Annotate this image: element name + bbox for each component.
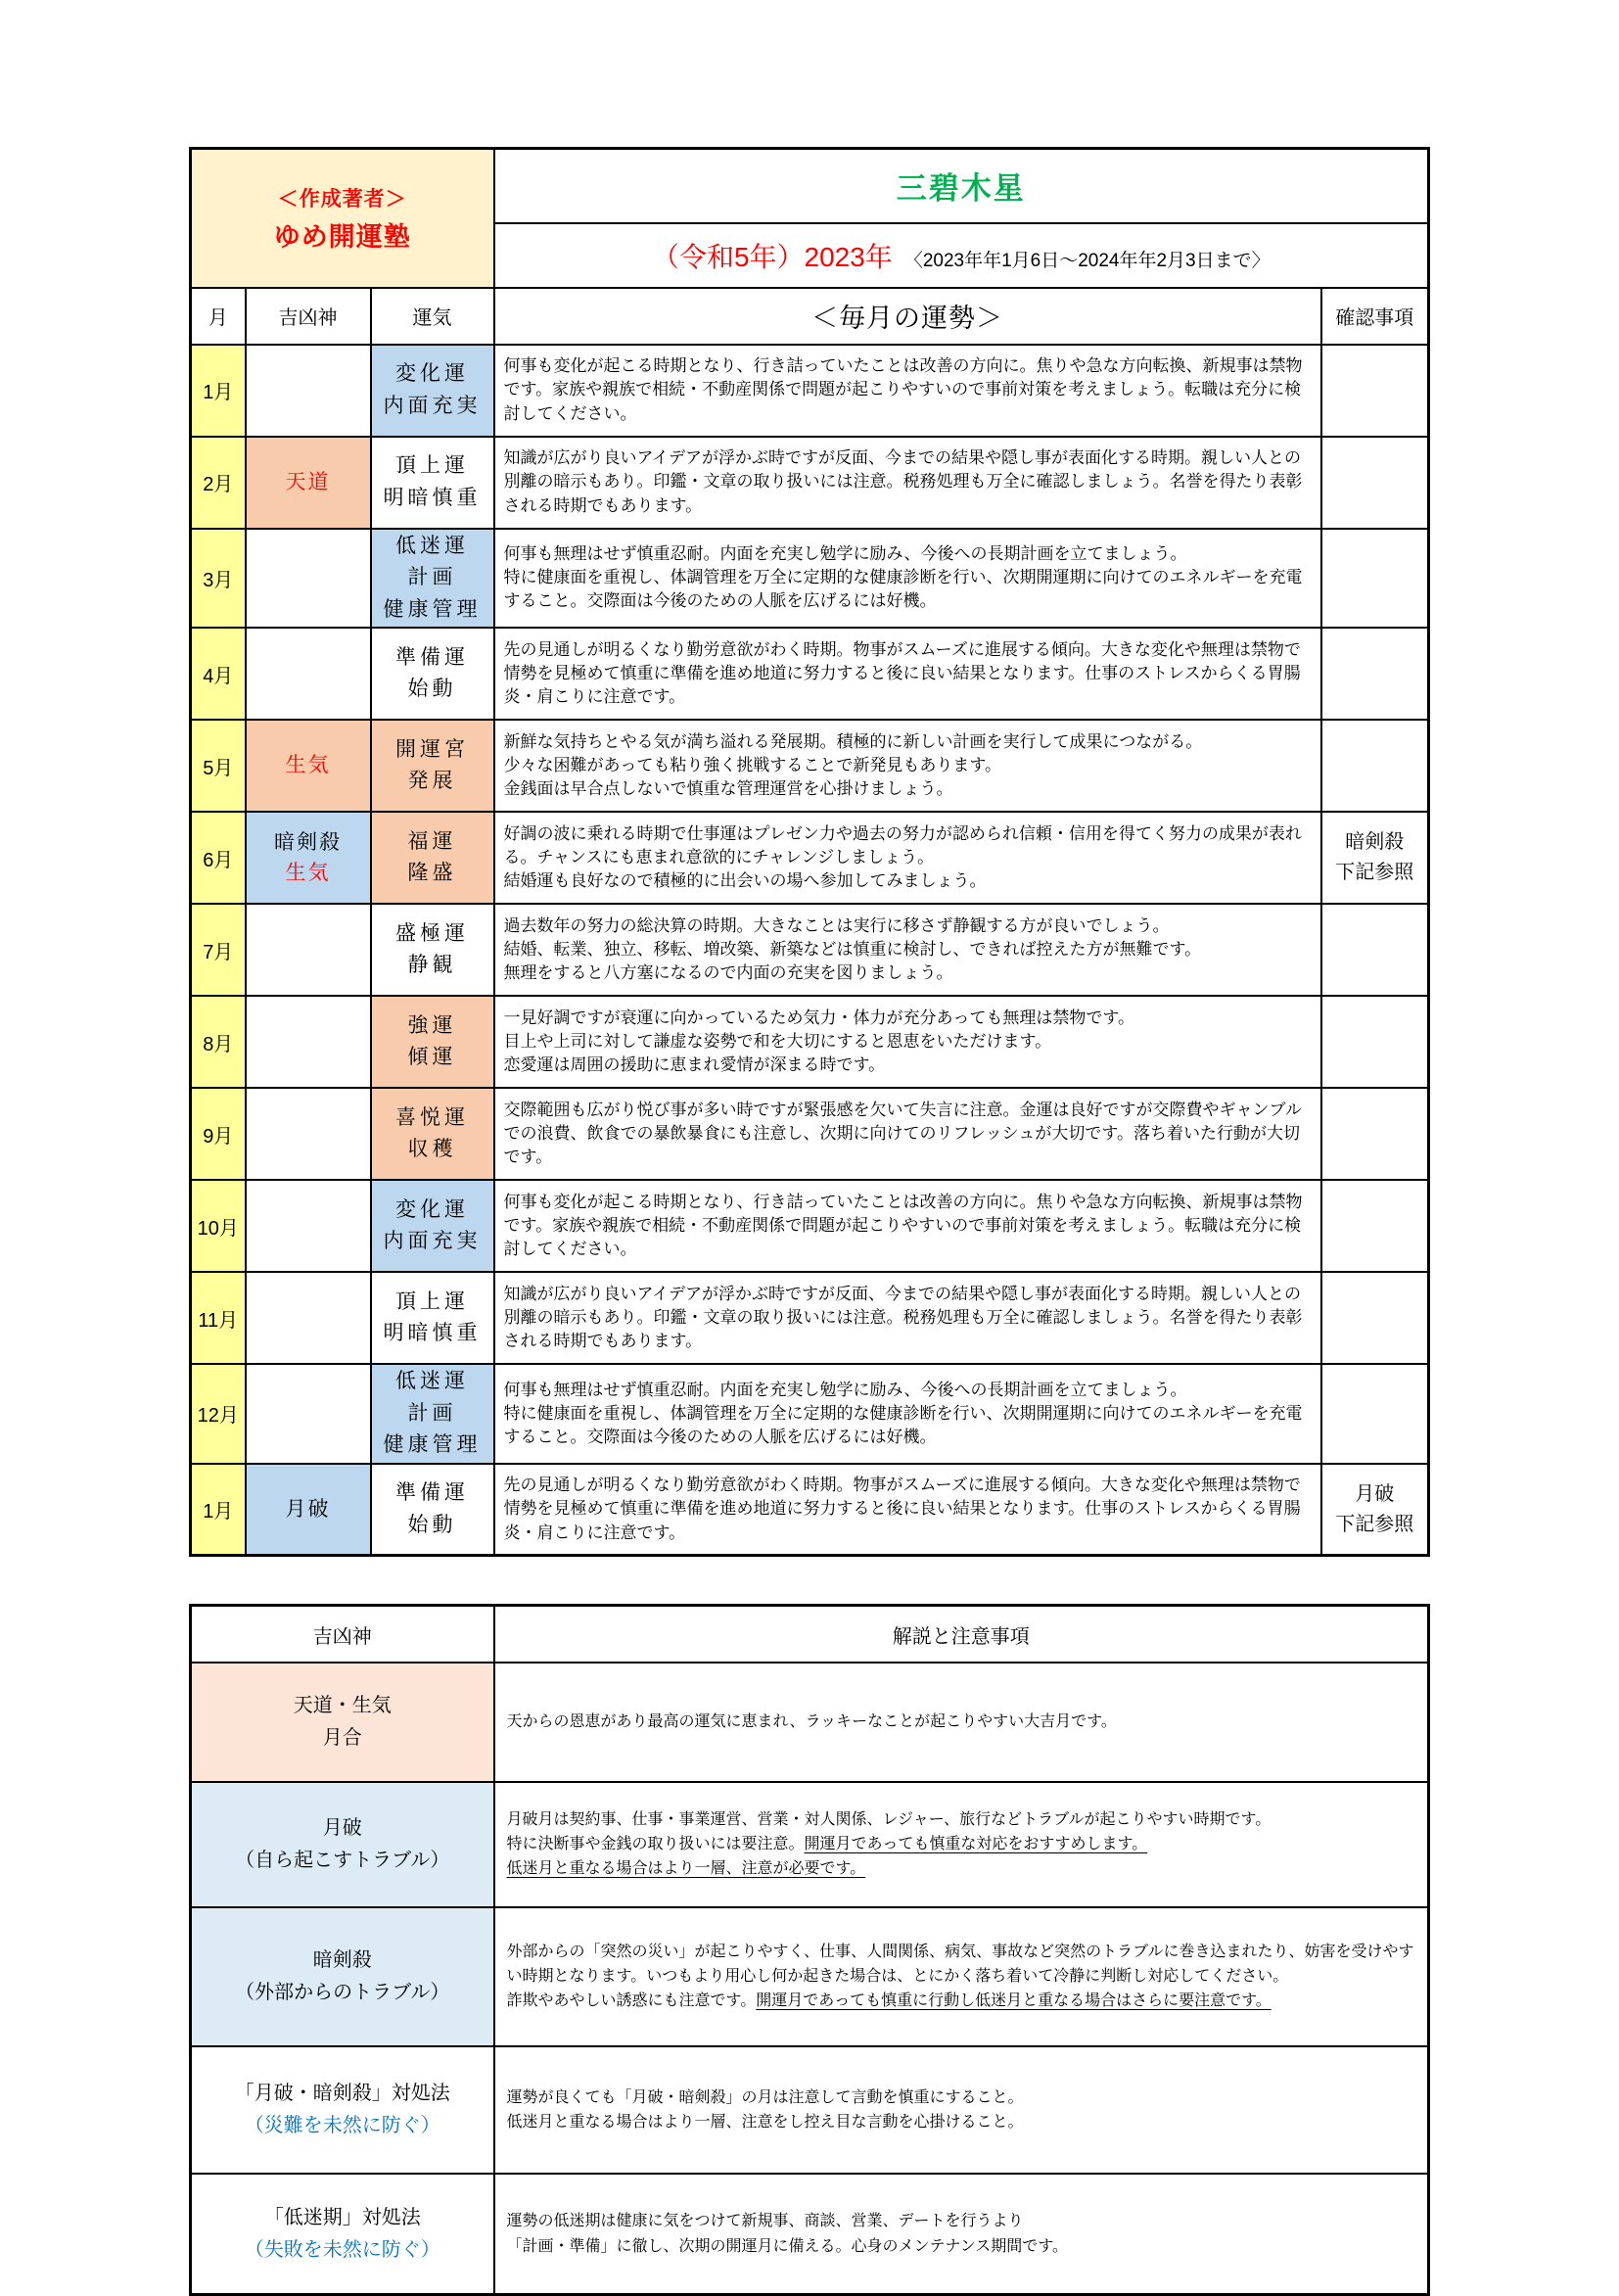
luck-name: 準備運 bbox=[395, 1480, 470, 1504]
luck-cell bbox=[371, 904, 494, 996]
god-cell bbox=[246, 437, 371, 529]
fortune-paragraph: 無理をすると八方塞になるので内面の充実を図りましょう。 bbox=[503, 963, 953, 983]
col-header-check: 確認事項 bbox=[1321, 288, 1429, 345]
notes-body bbox=[191, 1663, 1429, 2295]
month-cell: 5月 bbox=[191, 720, 246, 812]
check-cell bbox=[1321, 1272, 1429, 1364]
fortune-cell bbox=[494, 904, 1321, 996]
god-cell bbox=[246, 812, 371, 904]
month-row bbox=[191, 628, 1429, 720]
fortune-paragraph: 知識が広がり良いアイデアが浮かぶ時ですが反面、今までの結果や隠し事が表面化する時期。親しい人との別離の暗示もあり。印鑑・文章の取り扱いには注意。税務処理も万全に確認しましょう。名誉を得たり表彰される時期でもあります。 bbox=[503, 1284, 1303, 1351]
luck-name: 変化運 bbox=[395, 361, 470, 385]
luck-name: 変化運 bbox=[395, 1197, 470, 1221]
god-name: 月破 bbox=[285, 1497, 331, 1521]
luck-cell bbox=[371, 1088, 494, 1180]
fortune-paragraph: 何事も変化が起こる時期となり、行き詰っていたことは改善の方向に。焦りや急な方向転換、新規事は禁物です。家族や親族で相続・不動産関係で問題が起こりやすいので事前対策を考えましょう。転職は充分に検討してください。 bbox=[503, 356, 1303, 423]
luck-cell bbox=[371, 720, 494, 812]
notes-god-name: （失敗を未然に防ぐ） bbox=[244, 2238, 440, 2261]
notes-god-name: 「月破・暗剣殺」対処法 bbox=[234, 2082, 450, 2104]
fortune-paragraph: 交際範囲も広がり悦び事が多い時ですが緊張感を欠いて失言に注意。金運は良好ですが交際費やギャンブルでの浪費、飲食での暴飲暴食にも注意し、次期に向けてのリフレッシュが大切です。落ち着いた行動が大切です。 bbox=[503, 1100, 1302, 1167]
fortune-cell bbox=[494, 628, 1321, 720]
god-cell bbox=[246, 628, 371, 720]
month-cell: 8月 bbox=[191, 996, 246, 1088]
check-cell bbox=[1321, 1364, 1429, 1464]
luck-cell bbox=[371, 1180, 494, 1272]
fortune-paragraph: 目上や上司に対して謙虚な姿勢で和を大切にすると恩恵をいただけます。 bbox=[503, 1032, 1052, 1052]
luck-name: 傾運 bbox=[407, 1046, 457, 1069]
luck-name: 収穫 bbox=[407, 1138, 457, 1161]
fortune-paragraph: 何事も無理はせず慎重忍耐。内面を充実し勉学に励み、今後への長期計画を立てましょう。 bbox=[503, 544, 1187, 564]
luck-cell bbox=[371, 437, 494, 529]
luck-cell bbox=[371, 529, 494, 629]
notes-god-cell bbox=[191, 1663, 494, 1782]
month-cell: 9月 bbox=[191, 1088, 246, 1180]
fortune-cell bbox=[494, 996, 1321, 1088]
fortune-paragraph: 特に健康面を重視し、体調管理を万全に定期的な健康診断を行い、次期開運期に向けてのエネルギーを充電すること。交際面は今後のための人脈を広げるには好機。 bbox=[503, 568, 1303, 611]
months-body bbox=[191, 345, 1429, 1556]
month-row bbox=[191, 720, 1429, 812]
month-row bbox=[191, 1364, 1429, 1464]
fortune-cell bbox=[494, 1088, 1321, 1180]
month-cell: 1月 bbox=[191, 345, 246, 437]
check-note: 暗剣殺 bbox=[1345, 831, 1405, 854]
col-header-month: 月 bbox=[191, 288, 246, 345]
notes-god-cell bbox=[191, 2174, 494, 2295]
luck-name: 内面充実 bbox=[383, 1230, 482, 1253]
notes-desc-segment: 開運月であっても慎重に行動し低迷月と重なる場合はさらに要注意です。 bbox=[756, 1992, 1272, 2010]
month-row bbox=[191, 1464, 1429, 1556]
notes-desc-cell bbox=[494, 1907, 1429, 2046]
notes-row bbox=[191, 2174, 1429, 2295]
notes-desc-cell bbox=[494, 2174, 1429, 2295]
year-label: （令和5年）2023年 bbox=[651, 241, 893, 272]
luck-name: 強運 bbox=[407, 1013, 457, 1037]
check-cell bbox=[1321, 529, 1429, 629]
notes-header-god: 吉凶神 bbox=[191, 1606, 494, 1663]
luck-name: 頂上運 bbox=[395, 453, 470, 477]
luck-name: 静観 bbox=[407, 954, 457, 977]
notes-desc-segment: 運勢が良くても「月破・暗剣殺」の月は注意して言動を慎重にすること。 bbox=[506, 2088, 1024, 2106]
fortune-paragraph: 金銭面は早合点しないで慎重な管理運営を心掛けましょう。 bbox=[503, 779, 953, 799]
notes-desc-segment: 天からの恩恵があり最高の運気に恵まれ、ラッキーなことが起こりやすい大吉月です。 bbox=[506, 1713, 1117, 1731]
check-cell bbox=[1321, 1180, 1429, 1272]
god-cell bbox=[246, 996, 371, 1088]
notes-god-cell bbox=[191, 1782, 494, 1907]
check-cell bbox=[1321, 904, 1429, 996]
month-cell: 1月 bbox=[191, 1464, 246, 1556]
check-note: 下記参照 bbox=[1335, 1513, 1414, 1535]
notes-header-row bbox=[191, 1606, 1429, 1663]
fortune-cell bbox=[494, 1180, 1321, 1272]
god-name: 天道 bbox=[285, 470, 331, 493]
check-cell bbox=[1321, 628, 1429, 720]
luck-name: 頂上運 bbox=[395, 1289, 470, 1313]
fortune-cell bbox=[494, 1464, 1321, 1556]
fortune-cell bbox=[494, 437, 1321, 529]
star-title: 三碧木星 bbox=[494, 149, 1429, 223]
luck-name: 福運 bbox=[407, 829, 457, 853]
col-header-luck: 運気 bbox=[371, 288, 494, 345]
month-row bbox=[191, 812, 1429, 904]
notes-desc-segment: 外部からの「突然の災い」が起こりやすく、仕事、人間関係、病気、事故など突然のトラブルに巻き込まれたり、妨害を受けやすい時期となります。いつもより用心し何か起きた場合は、とにかく落ち着いて冷静に判断し対応してください。 bbox=[506, 1943, 1414, 1986]
luck-cell bbox=[371, 996, 494, 1088]
notes-desc-line bbox=[507, 1989, 1416, 2013]
fortune-paragraph: 新鮮な気持ちとやる気が満ち溢れる発展期。積極的に新しい計画を実行して成果につながる。 bbox=[503, 731, 1203, 751]
god-cell bbox=[246, 1272, 371, 1364]
column-header-row bbox=[191, 288, 1429, 345]
month-cell: 3月 bbox=[191, 529, 246, 629]
notes-desc-cell bbox=[494, 2046, 1429, 2174]
notes-desc-segment: 詐欺やあやしい誘惑にも注意です。 bbox=[506, 1992, 757, 2010]
fortune-paragraph: 特に健康面を重視し、体調管理を万全に定期的な健康診断を行い、次期開運期に向けてのエネルギーを充電すること。交際面は今後のための人脈を広げるには好機。 bbox=[503, 1403, 1303, 1447]
luck-name: 準備運 bbox=[395, 645, 470, 669]
check-cell bbox=[1321, 996, 1429, 1088]
title-row bbox=[191, 149, 1429, 223]
notes-desc-cell bbox=[494, 1663, 1429, 1782]
luck-cell bbox=[371, 1464, 494, 1556]
luck-name: 低迷運 bbox=[395, 534, 470, 557]
notes-desc-line bbox=[507, 2209, 1416, 2233]
luck-name: 計画 bbox=[407, 566, 457, 589]
notes-desc-line bbox=[507, 1856, 1416, 1881]
notes-desc-segment: 「計画・準備」に徹し、次期の開運月に備える。心身のメンテナンス期間です。 bbox=[506, 2237, 1068, 2255]
luck-name: 健康管理 bbox=[383, 1433, 482, 1457]
notes-desc-segment: 特に決断事や金銭の取り扱いには要注意。 bbox=[506, 1836, 805, 1853]
fortune-cell bbox=[494, 345, 1321, 437]
month-cell: 11月 bbox=[191, 1272, 246, 1364]
god-name: 生気 bbox=[285, 754, 331, 777]
notes-god-cell bbox=[191, 2046, 494, 2174]
fortune-paragraph: 何事も無理はせず慎重忍耐。内面を充実し勉学に励み、今後への長期計画を立てましょう。 bbox=[503, 1380, 1187, 1399]
notes-god-name: 月合 bbox=[322, 1726, 362, 1749]
check-cell bbox=[1321, 1464, 1429, 1556]
notes-god-name: 天道・生気 bbox=[293, 1694, 392, 1716]
luck-name: 始動 bbox=[407, 678, 457, 701]
month-row bbox=[191, 529, 1429, 629]
notes-desc-line bbox=[507, 1710, 1416, 1734]
luck-name: 隆盛 bbox=[407, 862, 457, 885]
luck-cell bbox=[371, 812, 494, 904]
month-cell: 6月 bbox=[191, 812, 246, 904]
god-name: 生気 bbox=[285, 862, 331, 885]
god-cell bbox=[246, 904, 371, 996]
author-box bbox=[191, 149, 494, 288]
check-note: 月破 bbox=[1355, 1482, 1395, 1505]
notes-desc-line bbox=[507, 2085, 1416, 2110]
notes-desc-line bbox=[507, 1940, 1416, 1990]
fortune-paragraph: 知識が広がり良いアイデアが浮かぶ時ですが反面、今までの結果や隠し事が表面化する時期。親しい人との別離の暗示もあり。印鑑・文章の取り扱いには注意。税務処理も万全に確認しましょう。名誉を得たり表彰される時期でもあります。 bbox=[503, 448, 1303, 515]
fortune-paragraph: 好調の波に乗れる時期で仕事運はプレゼン力や過去の努力が認められ信頼・信用を得てく努力の成果が表れる。チャンスにも恵まれ意欲的にチャレンジしましょう。 bbox=[503, 823, 1302, 867]
god-cell bbox=[246, 345, 371, 437]
check-cell bbox=[1321, 1088, 1429, 1180]
month-row bbox=[191, 1272, 1429, 1364]
notes-desc-cell bbox=[494, 1782, 1429, 1907]
notes-god-name: （自ら起こすトラブル） bbox=[235, 1849, 450, 1871]
author-label: ＜作成著者＞ bbox=[277, 187, 407, 211]
notes-desc-line bbox=[507, 1832, 1416, 1856]
month-row bbox=[191, 1088, 1429, 1180]
month-row bbox=[191, 1180, 1429, 1272]
god-cell bbox=[246, 1464, 371, 1556]
check-note: 下記参照 bbox=[1335, 862, 1414, 884]
notes-row bbox=[191, 2046, 1429, 2174]
luck-cell bbox=[371, 1272, 494, 1364]
monthly-fortune-table bbox=[189, 147, 1430, 1557]
fortune-cell bbox=[494, 720, 1321, 812]
month-cell: 4月 bbox=[191, 628, 246, 720]
luck-name: 明暗慎重 bbox=[383, 486, 482, 509]
fortune-paragraph: 少々な困難があっても粘り強く挑戦することで新発見もあります。 bbox=[503, 756, 1001, 775]
fortune-paragraph: 恋愛運は周囲の援助に恵まれ愛情が深まる時です。 bbox=[503, 1055, 886, 1075]
period-box bbox=[494, 223, 1429, 288]
notes-god-name: （災難を未然に防ぐ） bbox=[244, 2114, 440, 2136]
check-cell bbox=[1321, 720, 1429, 812]
notes-god-name: 暗剣殺 bbox=[312, 1948, 372, 1971]
notes-desc-segment: 月破月は契約事、仕事・事業運営、営業・対人関係、レジャー、旅行などトラブルが起こりやすい時期です。 bbox=[506, 1810, 1272, 1828]
fortune-cell bbox=[494, 529, 1321, 629]
luck-name: 健康管理 bbox=[383, 597, 482, 621]
god-cell bbox=[246, 1180, 371, 1272]
notes-desc-line bbox=[507, 2234, 1416, 2259]
god-cell bbox=[246, 1364, 371, 1464]
luck-name: 喜悦運 bbox=[395, 1105, 470, 1129]
month-cell: 2月 bbox=[191, 437, 246, 529]
month-row bbox=[191, 904, 1429, 996]
luck-name: 内面充実 bbox=[383, 394, 482, 417]
notes-desc-segment: 開運月であっても慎重な対応をおすすめします。 bbox=[804, 1836, 1148, 1853]
author-name: ゆめ開運塾 bbox=[273, 221, 411, 252]
month-row bbox=[191, 437, 1429, 529]
notes-god-cell bbox=[191, 1907, 494, 2046]
month-row bbox=[191, 996, 1429, 1088]
col-header-fortune: ＜毎月の運勢＞ bbox=[494, 288, 1321, 345]
luck-name: 盛極運 bbox=[395, 921, 470, 945]
fortune-paragraph: 何事も変化が起こる時期となり、行き詰っていたことは改善の方向に。焦りや急な方向転換、新規事は禁物です。家族や親族で相続・不動産関係で問題が起こりやすいので事前対策を考えましょう。転職は充分に検討してください。 bbox=[503, 1192, 1303, 1259]
luck-name: 低迷運 bbox=[395, 1370, 470, 1393]
month-cell: 10月 bbox=[191, 1180, 246, 1272]
notes-desc-segment: 運勢の低迷期は健康に気をつけて新規事、商談、営業、デートを行うより bbox=[506, 2213, 1024, 2230]
god-name: 暗剣殺 bbox=[274, 830, 342, 854]
god-cell bbox=[246, 529, 371, 629]
fortune-paragraph: 結婚、転業、独立、移転、増改築、新築などは慎重に検討し、できれば控えた方が無難です。 bbox=[503, 940, 1202, 960]
luck-name: 発展 bbox=[407, 770, 457, 793]
notes-row bbox=[191, 1782, 1429, 1907]
notes-header-desc: 解説と注意事項 bbox=[494, 1606, 1429, 1663]
luck-name: 明暗慎重 bbox=[383, 1322, 482, 1345]
luck-name: 計画 bbox=[407, 1401, 457, 1425]
notes-row bbox=[191, 1907, 1429, 2046]
fortune-paragraph: 過去数年の努力の総決算の時期。大きなことは実行に移さず静観する方が良いでしょう。 bbox=[503, 915, 1170, 935]
month-row bbox=[191, 345, 1429, 437]
notes-desc-line bbox=[507, 2110, 1416, 2134]
fortune-paragraph: 結婚運も良好なので積極的に出会いの場へ参加してみましょう。 bbox=[503, 871, 987, 891]
fortune-paragraph: 先の見通しが明るくなり勤労意欲がわく時期。物事がスムーズに進展する傾向。大きな変化や無理は禁物で情勢を見極めて慎重に準備を進め地道に努力すると後に良い結果となります。仕事のストレスからくる胃腸炎・肩こりに注意です。 bbox=[503, 639, 1301, 707]
check-cell bbox=[1321, 345, 1429, 437]
luck-cell bbox=[371, 345, 494, 437]
luck-name: 始動 bbox=[407, 1513, 457, 1536]
notes-desc-segment: 低迷月と重なる場合はより一層、注意をし控え目な言動を心掛けること。 bbox=[506, 2113, 1024, 2131]
luck-name: 開運宮 bbox=[395, 737, 470, 761]
col-header-god: 吉凶神 bbox=[246, 288, 371, 345]
notes-god-name: 「低迷期」対処法 bbox=[263, 2206, 421, 2228]
fortune-paragraph: 一見好調ですが衰運に向かっているため気力・体力が充分あっても無理は禁物です。 bbox=[503, 1007, 1134, 1027]
fortune-cell bbox=[494, 1364, 1321, 1464]
check-cell bbox=[1321, 437, 1429, 529]
month-cell: 7月 bbox=[191, 904, 246, 996]
god-cell bbox=[246, 720, 371, 812]
luck-cell bbox=[371, 1364, 494, 1464]
notes-god-name: （外部からのトラブル） bbox=[235, 1981, 450, 2003]
notes-god-name: 月破 bbox=[322, 1816, 362, 1839]
month-cell: 12月 bbox=[191, 1364, 246, 1464]
god-cell bbox=[246, 1088, 371, 1180]
notes-desc-line bbox=[507, 1807, 1416, 1832]
check-cell bbox=[1321, 812, 1429, 904]
period-label: 〈2023年年1月6日～2024年年2月3日まで〉 bbox=[903, 250, 1271, 271]
fortune-cell bbox=[494, 812, 1321, 904]
fortune-paragraph: 先の見通しが明るくなり勤労意欲がわく時期。物事がスムーズに進展する傾向。大きな変化や無理は禁物で情勢を見極めて慎重に準備を進め地道に努力すると後に良い結果となります。仕事のストレスからくる胃腸炎・肩こりに注意です。 bbox=[503, 1476, 1301, 1542]
notes-row bbox=[191, 1663, 1429, 1782]
notes-table bbox=[189, 1604, 1430, 2296]
luck-cell bbox=[371, 628, 494, 720]
fortune-cell bbox=[494, 1272, 1321, 1364]
notes-desc-segment: 低迷月と重なる場合はより一層、注意が必要です。 bbox=[506, 1860, 866, 1878]
